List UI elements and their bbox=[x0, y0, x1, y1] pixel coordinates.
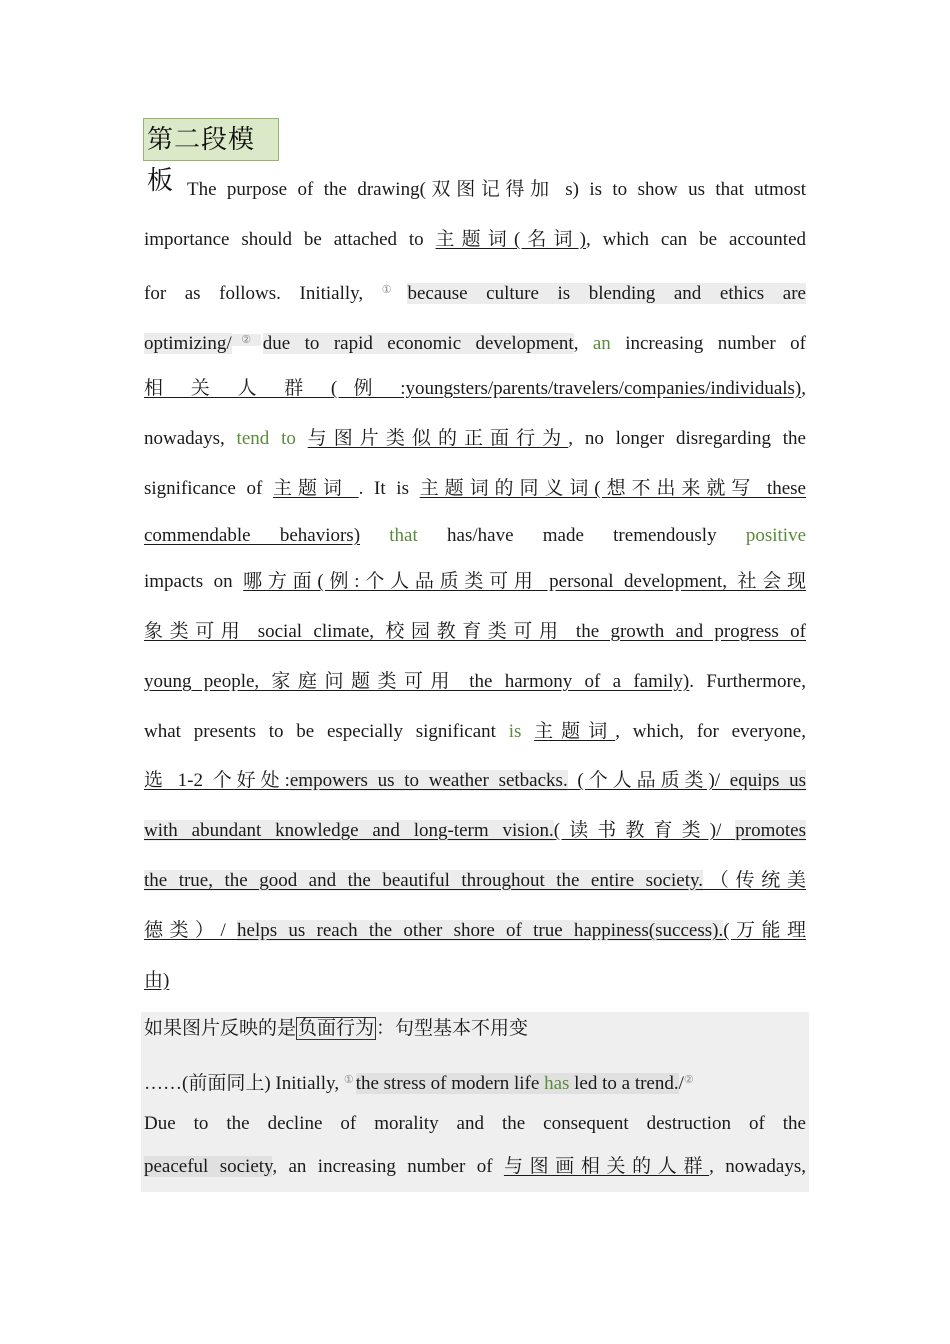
text-run: importance should be attached to bbox=[144, 229, 436, 250]
section-heading: 第二段模板 bbox=[143, 118, 279, 161]
text-run: 象类可用 social climate, 校园教育类可用 the growth and progress of bbox=[144, 621, 806, 642]
text-run: commendable behaviors) bbox=[144, 525, 361, 546]
text-run bbox=[296, 428, 308, 449]
text-run bbox=[521, 721, 534, 742]
text-run: 相 关 人 群 ( 例 :youngsters/parents/travelers/companies/individuals) bbox=[144, 378, 802, 399]
text-run: the stress of modern life bbox=[355, 1073, 545, 1094]
text-line bbox=[144, 1014, 806, 1044]
text-line bbox=[144, 424, 806, 454]
text-run: 主题词 bbox=[534, 721, 616, 742]
text-line bbox=[187, 175, 806, 205]
text-run: 德类）/ bbox=[144, 920, 238, 941]
text-line bbox=[144, 1065, 806, 1095]
text-run: equips us bbox=[729, 770, 807, 791]
text-run: The purpose of the drawing(双图记得加 s) is to show us that utmost bbox=[187, 179, 806, 200]
text-run: 由) bbox=[144, 970, 170, 991]
text-run: promotes bbox=[735, 820, 806, 841]
text-line bbox=[144, 717, 806, 747]
text-run: increasing number of bbox=[610, 333, 806, 354]
text-run: Due to the decline of morality and the consequent destruction of the bbox=[144, 1113, 806, 1134]
text-run: . It is bbox=[358, 478, 420, 499]
text-run: young people, 家庭问题类可用 the harmony of a family) bbox=[144, 671, 690, 692]
text-line bbox=[144, 275, 806, 305]
text-run: （传统美 bbox=[703, 870, 806, 891]
text-run: nowadays, bbox=[144, 428, 237, 449]
text-run: , no longer disregarding the bbox=[568, 428, 806, 449]
text-run: , bbox=[801, 378, 806, 399]
text-run: 与图画相关的人群 bbox=[503, 1156, 710, 1177]
text-run: 与图片类似的正面行为 bbox=[307, 428, 569, 449]
text-run: (读书教育类)/ bbox=[553, 820, 736, 841]
text-line bbox=[144, 521, 806, 551]
circled-number: ② bbox=[231, 334, 261, 346]
text-run: optimizing/ bbox=[144, 333, 232, 354]
text-run: 主题词(名词) bbox=[435, 229, 586, 250]
circled-number: ② bbox=[683, 1074, 694, 1086]
text-run: , nowadays, bbox=[709, 1156, 806, 1177]
text-run: due to rapid economic development bbox=[262, 333, 574, 354]
text-run: positive bbox=[745, 525, 807, 546]
text-run: ……(前面同上) Initially, bbox=[144, 1073, 344, 1094]
text-line bbox=[144, 374, 806, 404]
text-run: (万能理 bbox=[723, 920, 807, 941]
text-run: , which can be accounted bbox=[585, 229, 806, 250]
text-line bbox=[144, 474, 806, 504]
text-run: 负面行为 bbox=[298, 1018, 375, 1039]
text-run: peaceful society bbox=[144, 1156, 273, 1177]
text-run: . Furthermore, bbox=[689, 671, 806, 692]
text-run: impacts on bbox=[144, 571, 244, 592]
text-run: that bbox=[389, 525, 418, 546]
text-line bbox=[144, 567, 806, 597]
text-run: , an increasing number of bbox=[272, 1156, 504, 1177]
text-line bbox=[144, 1109, 806, 1139]
text-run: is bbox=[508, 721, 522, 742]
text-run bbox=[360, 525, 389, 546]
text-run: empowers us to weather setbacks. bbox=[289, 770, 568, 791]
text-line bbox=[144, 866, 806, 896]
text-run: has/have made tremendously bbox=[417, 525, 746, 546]
text-run: , bbox=[573, 333, 593, 354]
text-run: led to a trend. bbox=[569, 1073, 679, 1094]
text-run: 主题词的同义词(想不出来就写 these bbox=[419, 478, 806, 499]
text-run: / bbox=[678, 1073, 684, 1094]
text-run: significance of bbox=[144, 478, 274, 499]
text-run: has bbox=[544, 1073, 570, 1094]
text-line bbox=[144, 816, 806, 846]
circled-number: ① bbox=[381, 284, 406, 296]
text-line bbox=[144, 667, 806, 697]
text-run: for as follows. Initially, bbox=[144, 283, 382, 304]
text-run: with abundant knowledge and long-term vision. bbox=[144, 820, 554, 841]
text-run: 哪方面(例:个人品质类可用 personal development, 社会现 bbox=[243, 571, 806, 592]
text-run: 选 1-2 个好处: bbox=[144, 770, 290, 791]
text-run: helps us reach the other shore of true happiness(success). bbox=[237, 920, 724, 941]
text-line bbox=[144, 325, 806, 355]
text-line bbox=[144, 966, 806, 996]
text-run: ：句型基本不用变 bbox=[376, 1018, 529, 1039]
text-line bbox=[144, 916, 806, 946]
text-line bbox=[144, 617, 806, 647]
text-run: (个人品质类)/ bbox=[567, 770, 730, 791]
text-run: 主题词 bbox=[273, 478, 359, 499]
text-line bbox=[144, 1152, 806, 1182]
circled-number: ① bbox=[343, 1074, 354, 1086]
text-run: , which, for everyone, bbox=[615, 721, 806, 742]
text-line bbox=[144, 766, 806, 796]
text-line bbox=[144, 225, 806, 255]
text-run: what presents to be especially significant bbox=[144, 721, 509, 742]
text-run: because culture is blending and ethics are bbox=[407, 283, 806, 304]
text-run: an bbox=[592, 333, 611, 354]
text-run: 如果图片反映的是 bbox=[144, 1018, 297, 1039]
text-run: the true, the good and the beautiful throughout the entire society. bbox=[144, 870, 704, 891]
text-run: tend to bbox=[236, 428, 296, 449]
